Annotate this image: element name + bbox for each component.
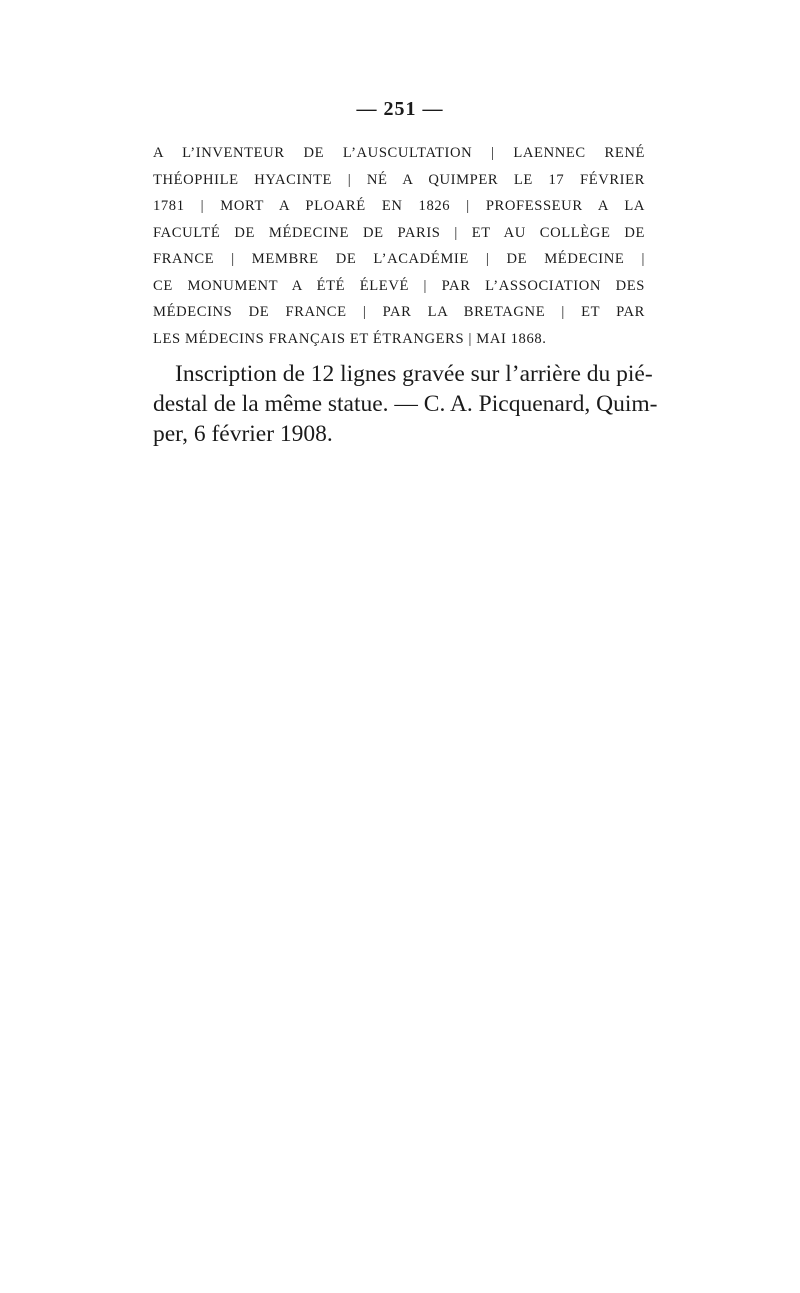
inscription-line: MÉDECINS DE FRANCE | PAR LA BRETAGNE | ET PAR bbox=[153, 304, 645, 320]
inscription-line: FACULTÉ DE MÉDECINE DE PARIS | ET AU COLLÈGE DE bbox=[153, 224, 645, 241]
note-line: Inscription de 12 lignes gravée sur l’arrière du pié- bbox=[175, 361, 653, 387]
note-line: destal de la même statue. — C. A. Picquenard, Quim- bbox=[153, 391, 658, 417]
inscription-line: A L’INVENTEUR DE L’AUSCULTATION | LAENNEC RENÉ bbox=[153, 145, 645, 161]
page-number: — 251 — bbox=[356, 98, 444, 120]
inscription-text bbox=[153, 140, 645, 352]
inscription-line: THÉOPHILE HYACINTE | NÉ A QUIMPER LE 17 FÉVRIER bbox=[153, 171, 645, 188]
inscription-line: LES MÉDECINS FRANÇAIS ET ÉTRANGERS | MAI 1868. bbox=[153, 330, 547, 347]
inscription-line: 1781 | MORT A PLOARÉ EN 1826 | PROFESSEUR A LA bbox=[153, 198, 645, 214]
source-note bbox=[153, 359, 658, 449]
inscription-line: CE MONUMENT A ÉTÉ ÉLEVÉ | PAR L’ASSOCIATION DES bbox=[153, 277, 645, 294]
note-line: per, 6 février 1908. bbox=[153, 421, 333, 447]
inscription-line: FRANCE | MEMBRE DE L’ACADÉMIE | DE MÉDECINE | bbox=[153, 251, 645, 267]
